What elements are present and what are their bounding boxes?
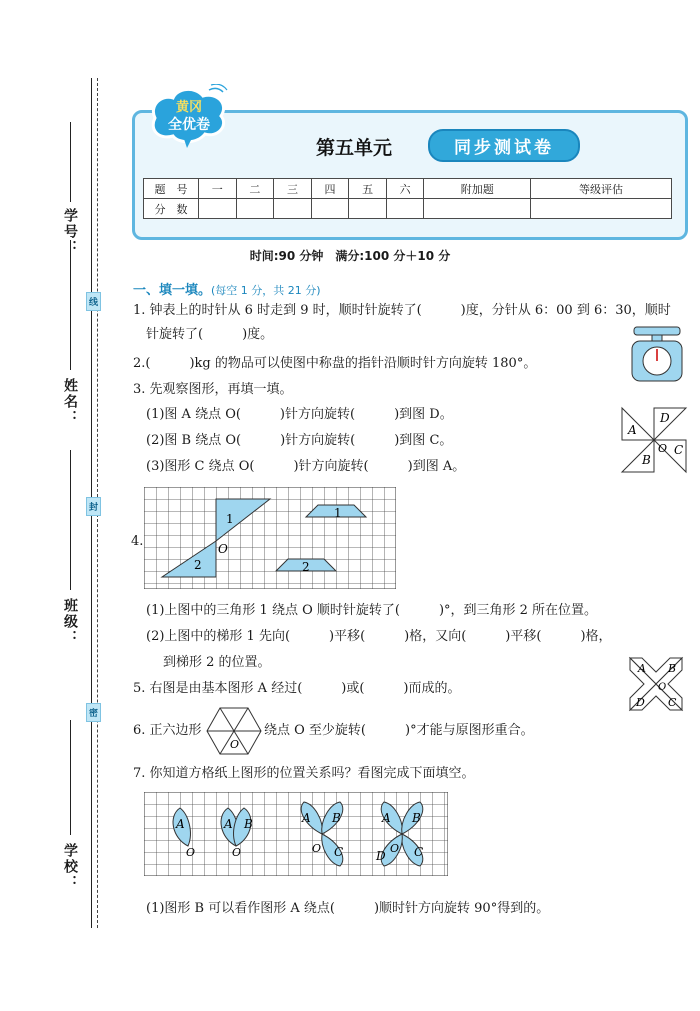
question-4-line2: (2)上图中的梯形 1 先向( )平移( )格，又向( )平移( )格，	[146, 629, 612, 644]
figure-label: C	[668, 696, 677, 709]
figure-label: B	[412, 811, 421, 825]
question-7-line1: (1)图形 B 可以看作图形 A 绕点( )顺时针方向旋转 90°得到的。	[146, 901, 550, 916]
table-header-cell: 四	[311, 179, 349, 199]
hexagon-figure	[206, 706, 262, 756]
table-header-cell: 一	[199, 179, 237, 199]
question-1-line2: 针旋转了( )度。	[146, 327, 274, 342]
table-header-cell: 二	[236, 179, 274, 199]
figure-label: O	[658, 682, 667, 693]
figure-label: 1	[334, 506, 342, 520]
figure-label: B	[244, 817, 253, 831]
table-header-cell: 三	[274, 179, 312, 199]
question-5: 5. 右图是由基本图形 A 经过( )或( )而成的。	[133, 681, 461, 696]
question-6-suffix: 绕点 O 至少旋转( )°才能与原图形重合。	[264, 723, 534, 738]
figure-label: D	[376, 849, 386, 863]
school-label: 学校：	[62, 843, 78, 891]
seal-mark: 线	[86, 292, 101, 311]
figure-label: A	[176, 817, 185, 831]
figure-label: O	[390, 842, 400, 855]
figure-label: O	[186, 846, 196, 859]
logo-text: 黄冈	[175, 100, 203, 115]
seal-mark: 密	[86, 703, 101, 722]
title-badge: 同步测试卷	[428, 129, 580, 162]
grid-figure	[144, 487, 396, 589]
figure-label: 1	[226, 512, 234, 526]
figure-label: B	[642, 453, 651, 467]
id-label: 学号：	[62, 208, 78, 256]
question-3-line1: (1)图 A 绕点 O( )针方向旋转( )到图 D。	[146, 407, 453, 422]
score-cell[interactable]	[236, 199, 274, 219]
figure-label: C	[334, 845, 344, 859]
figure-label: O	[312, 842, 322, 855]
figure-label: O	[232, 846, 242, 859]
figure-label: C	[414, 845, 424, 859]
figure-label: A	[628, 423, 637, 437]
petal-grid-figure	[144, 792, 448, 876]
id-field[interactable]	[70, 122, 71, 202]
section-heading: 一、填一填。	[133, 283, 212, 298]
figure-label: O	[230, 738, 240, 751]
rotation-figure	[624, 654, 688, 714]
figure-label: O	[218, 542, 228, 556]
question-3-title: 3. 先观察图形，再填一填。	[133, 382, 293, 397]
score-cell[interactable]	[424, 199, 531, 219]
pinwheel-figure	[620, 406, 688, 474]
question-1-line1: 1. 钟表上的时针从 6 时走到 9 时，顺时针旋转了( )度，分针从 6：00 到 6：30，顺时	[133, 303, 671, 318]
figure-label: D	[636, 696, 645, 709]
question-3-line3: (3)图形 C 绕点 O( )针方向旋转( )到图 A。	[146, 459, 466, 474]
score-cell[interactable]	[386, 199, 424, 219]
question-7-title: 7. 你知道方格纸上图形的位置关系吗？看图完成下面填空。	[133, 766, 475, 781]
figure-label: A	[638, 662, 646, 675]
question-4-number: 4.	[131, 534, 144, 549]
question-4-line3: 到梯形 2 的位置。	[163, 655, 271, 670]
score-cell[interactable]	[311, 199, 349, 219]
name-label: 姓名：	[62, 378, 78, 426]
scale-icon	[628, 325, 686, 383]
table-row-label: 分 数	[144, 199, 199, 219]
exam-meta: 时间:90 分钟 满分:100 分＋10 分	[249, 249, 451, 263]
table-header-cell: 题 号	[144, 179, 199, 199]
figure-label: 2	[302, 560, 310, 574]
score-table	[143, 178, 672, 219]
class-field[interactable]	[70, 450, 71, 590]
table-header-cell: 六	[386, 179, 424, 199]
seal-mark: 封	[86, 497, 101, 516]
figure-label: A	[302, 811, 311, 825]
score-cell[interactable]	[274, 199, 312, 219]
question-3-line2: (2)图 B 绕点 O( )针方向旋转( )到图 C。	[146, 433, 453, 448]
score-cell[interactable]	[349, 199, 387, 219]
table-header-cell: 等级评估	[530, 179, 671, 199]
question-2: 2.( )kg 的物品可以使图中称盘的指针沿顺时针方向旋转 180°。	[133, 356, 537, 371]
figure-label: O	[658, 442, 668, 455]
question-4-line1: (1)上图中的三角形 1 绕点 O 顺时针旋转了( )°，到三角形 2 所在位置。	[146, 603, 598, 618]
logo	[147, 84, 231, 144]
score-cell[interactable]	[199, 199, 237, 219]
figure-label: D	[660, 411, 670, 425]
figure-label: 2	[194, 558, 202, 572]
figure-label: B	[668, 662, 677, 675]
figure-label: B	[332, 811, 341, 825]
page-title: 第五单元	[316, 137, 393, 159]
section-title	[133, 279, 321, 298]
logo-text: 全优卷	[168, 117, 210, 133]
question-6-prefix: 6. 正六边形	[133, 723, 202, 738]
table-header-cell: 附加题	[424, 179, 531, 199]
score-cell[interactable]	[530, 199, 671, 219]
section-note: (每空 1 分，共 21 分)	[211, 284, 321, 297]
figure-label: C	[674, 443, 684, 457]
table-header-cell: 五	[349, 179, 387, 199]
figure-label: A	[224, 817, 233, 831]
school-field[interactable]	[70, 720, 71, 835]
class-label: 班级：	[62, 598, 78, 646]
figure-label: A	[382, 811, 391, 825]
